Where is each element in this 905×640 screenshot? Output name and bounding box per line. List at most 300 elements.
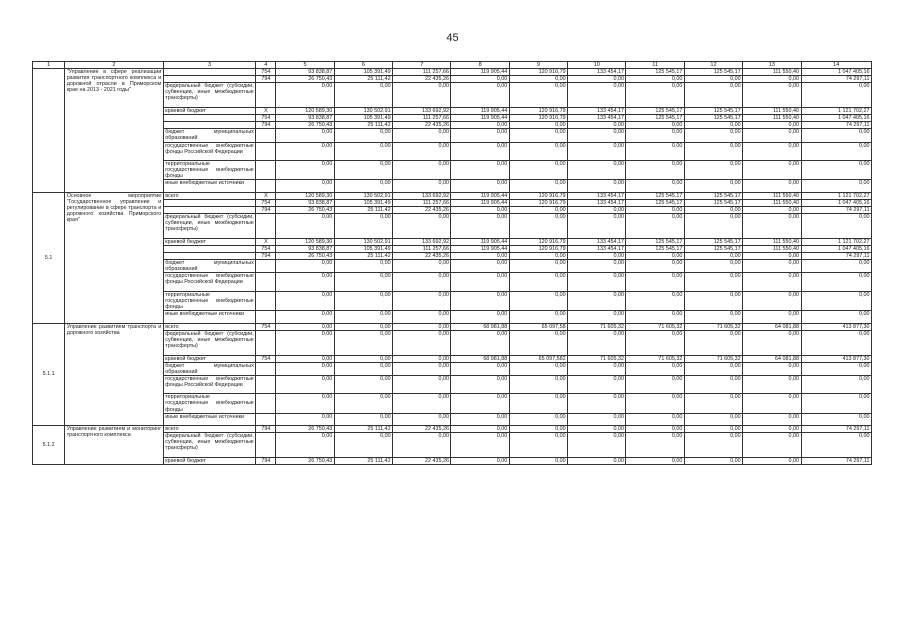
amount-cell: 133 454,17 xyxy=(568,108,626,115)
amount-cell: 22 435,26 xyxy=(393,426,451,433)
amount-cell: 111 257,66 xyxy=(393,69,451,76)
amount-cell: 0,00 xyxy=(743,273,801,292)
amount-cell: 0,00 xyxy=(743,426,801,433)
amount-cell: 93 838,87 xyxy=(276,245,334,252)
amount-cell: 93 838,87 xyxy=(276,69,334,76)
amount-cell: 22 435,26 xyxy=(393,122,451,129)
funding-source-cell: федеральный бюджет (субсидии, субвенции, иные межбюджетные трансферты) xyxy=(163,83,256,108)
amount-cell: 0,00 xyxy=(509,260,567,273)
code-cell xyxy=(256,433,276,458)
amount-cell: 25 111,42 xyxy=(334,253,392,260)
amount-cell: 26 750,43 xyxy=(276,207,334,214)
amount-cell: 1 121 702,27 xyxy=(801,108,871,115)
amount-cell: 111 257,66 xyxy=(393,245,451,252)
header-cell: 4 xyxy=(256,62,276,69)
funding-source-cell xyxy=(163,122,256,129)
amount-cell: 0,00 xyxy=(626,330,684,355)
amount-cell: 74 297,11 xyxy=(801,426,871,433)
funding-source-cell: территориальные государственные внебюджетные фонды xyxy=(165,161,254,180)
amount-cell: 119 905,44 xyxy=(451,238,509,245)
amount-cell: 0,00 xyxy=(334,355,392,362)
amount-cell: 413 877,30 xyxy=(801,323,871,330)
amount-cell: 0,00 xyxy=(743,142,801,161)
amount-cell: 0,00 xyxy=(568,375,626,394)
amount-cell: 0,00 xyxy=(334,260,392,273)
amount-cell: 0,00 xyxy=(276,311,334,323)
amount-cell: 0,00 xyxy=(626,457,684,464)
amount-cell: 0,00 xyxy=(626,273,684,292)
amount-cell: 0,00 xyxy=(276,214,334,239)
amount-cell: 0,00 xyxy=(568,311,626,323)
amount-cell: 0,00 xyxy=(393,214,451,239)
amount-cell: 0,00 xyxy=(451,129,509,142)
amount-cell: 125 545,17 xyxy=(684,245,742,252)
code-cell: 794 xyxy=(256,457,276,464)
amount-cell: 0,00 xyxy=(451,330,509,355)
amount-cell: 125 545,17 xyxy=(626,69,684,76)
amount-cell: 0,00 xyxy=(276,413,334,425)
amount-cell: 0,00 xyxy=(568,76,626,83)
amount-cell: 0,00 xyxy=(334,394,392,413)
amount-cell: 22 435,26 xyxy=(393,207,451,214)
code-cell xyxy=(256,394,276,413)
amount-cell: 0,00 xyxy=(801,394,871,413)
amount-cell: 0,00 xyxy=(276,291,334,310)
amount-cell: 125 545,17 xyxy=(626,108,684,115)
amount-cell: 0,00 xyxy=(568,122,626,129)
amount-cell: 0,00 xyxy=(334,323,392,330)
amount-cell: 0,00 xyxy=(568,83,626,108)
amount-cell: 0,00 xyxy=(509,207,567,214)
amount-cell: 0,00 xyxy=(743,362,801,375)
amount-cell: 0,00 xyxy=(334,330,392,355)
funding-source-cell xyxy=(163,245,256,252)
amount-cell: 0,00 xyxy=(451,161,509,180)
amount-cell: 0,00 xyxy=(393,433,451,458)
amount-cell: 0,00 xyxy=(743,129,801,142)
amount-cell: 0,00 xyxy=(509,122,567,129)
amount-cell: 0,00 xyxy=(568,433,626,458)
amount-cell: 0,00 xyxy=(393,394,451,413)
amount-cell: 74 297,11 xyxy=(801,457,871,464)
amount-cell: 0,00 xyxy=(684,273,742,292)
amount-cell: 0,00 xyxy=(801,273,871,292)
amount-cell: 74 297,11 xyxy=(801,253,871,260)
amount-cell: 120 916,79 xyxy=(509,115,567,122)
header-cell: 1 xyxy=(33,62,65,69)
amount-cell: 0,00 xyxy=(684,311,742,323)
amount-cell: 0,00 xyxy=(568,413,626,425)
amount-cell: 111 550,40 xyxy=(743,238,801,245)
amount-cell: 0,00 xyxy=(801,433,871,458)
amount-cell: 0,00 xyxy=(743,311,801,323)
amount-cell: 0,00 xyxy=(626,161,684,180)
amount-cell: 0,00 xyxy=(451,433,509,458)
amount-cell: 0,00 xyxy=(684,394,742,413)
amount-cell: 0,00 xyxy=(626,207,684,214)
header-cell: 6 xyxy=(334,62,392,69)
table-row xyxy=(33,426,872,433)
amount-cell: 0,00 xyxy=(509,161,567,180)
amount-cell: 0,00 xyxy=(276,273,334,292)
amount-cell: 0,00 xyxy=(626,214,684,239)
amount-cell: 0,00 xyxy=(626,129,684,142)
amount-cell: 0,00 xyxy=(393,362,451,375)
header-cell: 5 xyxy=(276,62,334,69)
amount-cell: 133 454,17 xyxy=(568,192,626,199)
amount-cell: 0,00 xyxy=(393,180,451,192)
amount-cell: 0,00 xyxy=(568,161,626,180)
amount-cell: 25 111,42 xyxy=(334,122,392,129)
amount-cell: 119 905,44 xyxy=(451,108,509,115)
amount-cell: 0,00 xyxy=(276,129,334,142)
table-row xyxy=(33,69,872,76)
amount-cell: 0,00 xyxy=(509,129,567,142)
amount-cell: 1 047 405,16 xyxy=(801,115,871,122)
amount-cell: 0,00 xyxy=(451,426,509,433)
amount-cell: 111 550,40 xyxy=(743,69,801,76)
amount-cell: 0,00 xyxy=(568,207,626,214)
funding-source-cell xyxy=(163,69,256,76)
amount-cell: 93 838,87 xyxy=(276,199,334,206)
amount-cell: 25 111,42 xyxy=(334,457,392,464)
amount-cell: 93 838,87 xyxy=(276,115,334,122)
amount-cell: 0,00 xyxy=(393,142,451,161)
amount-cell: 0,00 xyxy=(509,273,567,292)
amount-cell: 0,00 xyxy=(509,375,567,394)
code-cell xyxy=(256,311,276,323)
amount-cell: 0,00 xyxy=(743,330,801,355)
funding-source-cell: государственные внебюджетные фонды Российской Федерации xyxy=(163,273,256,292)
amount-cell: 0,00 xyxy=(451,207,509,214)
amount-cell: 71 605,32 xyxy=(568,323,626,330)
amount-cell: 130 502,91 xyxy=(334,192,392,199)
amount-cell: 0,00 xyxy=(626,311,684,323)
amount-cell: 0,00 xyxy=(743,375,801,394)
amount-cell: 0,00 xyxy=(276,375,334,394)
amount-cell: 0,00 xyxy=(684,413,742,425)
amount-cell: 125 545,17 xyxy=(626,115,684,122)
amount-cell: 133 454,17 xyxy=(568,69,626,76)
amount-cell: 65 097,58 xyxy=(509,323,567,330)
item-name-cell: Управление развитием и мониторинг транспортного комплекса xyxy=(65,426,164,465)
amount-cell: 0,00 xyxy=(568,273,626,292)
amount-cell: 0,00 xyxy=(743,413,801,425)
amount-cell: 0,00 xyxy=(509,394,567,413)
amount-cell: 0,00 xyxy=(451,142,509,161)
funding-source-cell: краевой бюджет xyxy=(163,238,256,245)
amount-cell: 0,00 xyxy=(684,362,742,375)
funding-source-cell xyxy=(163,207,256,214)
amount-cell: 133 454,17 xyxy=(568,199,626,206)
amount-cell: 74 297,11 xyxy=(801,76,871,83)
amount-cell: 120 916,79 xyxy=(509,192,567,199)
code-cell: 794 xyxy=(256,122,276,129)
amount-cell: 0,00 xyxy=(684,253,742,260)
amount-cell: 120 916,79 xyxy=(509,69,567,76)
code-cell xyxy=(256,291,276,310)
amount-cell: 0,00 xyxy=(509,214,567,239)
amount-cell: 0,00 xyxy=(801,214,871,239)
amount-cell: 0,00 xyxy=(684,426,742,433)
amount-cell: 0,00 xyxy=(276,323,334,330)
amount-cell: 0,00 xyxy=(626,426,684,433)
code-cell: 794 xyxy=(256,207,276,214)
amount-cell: 26 750,43 xyxy=(276,253,334,260)
amount-cell: 0,00 xyxy=(276,433,334,458)
amount-cell: 0,00 xyxy=(801,330,871,355)
amount-cell: 111 257,66 xyxy=(393,199,451,206)
amount-cell: 0,00 xyxy=(801,129,871,142)
funding-source-cell: территориальные государственные внебюджетные фонды xyxy=(165,394,254,413)
amount-cell: 133 692,92 xyxy=(393,238,451,245)
amount-cell: 0,00 xyxy=(626,291,684,310)
funding-source-cell: краевой бюджет xyxy=(163,457,256,464)
funding-source-cell xyxy=(163,76,256,83)
funding-source-cell: всего xyxy=(163,426,256,433)
amount-cell: 125 545,17 xyxy=(626,199,684,206)
amount-cell: 1 121 702,27 xyxy=(801,238,871,245)
amount-cell: 68 981,88 xyxy=(451,355,509,362)
amount-cell: 125 545,17 xyxy=(684,108,742,115)
amount-cell: 0,00 xyxy=(743,291,801,310)
funding-source-cell: всего xyxy=(163,323,256,330)
amount-cell: 105 391,49 xyxy=(334,115,392,122)
amount-cell: 26 750,43 xyxy=(276,426,334,433)
code-cell xyxy=(256,129,276,142)
amount-cell: 125 545,17 xyxy=(684,115,742,122)
amount-cell: 130 502,91 xyxy=(334,108,392,115)
amount-cell: 0,00 xyxy=(684,433,742,458)
code-cell xyxy=(256,413,276,425)
code-cell: 794 xyxy=(256,253,276,260)
table-body xyxy=(33,62,872,465)
amount-cell: 0,00 xyxy=(393,161,451,180)
header-cell: 8 xyxy=(451,62,509,69)
amount-cell: 65 097,582 xyxy=(509,355,567,362)
amount-cell: 0,00 xyxy=(509,83,567,108)
amount-cell: 119 905,44 xyxy=(451,245,509,252)
amount-cell: 0,00 xyxy=(451,83,509,108)
amount-cell: 0,00 xyxy=(334,375,392,394)
amount-cell: 0,00 xyxy=(509,311,567,323)
amount-cell: 26 750,43 xyxy=(276,76,334,83)
amount-cell: 0,00 xyxy=(334,161,392,180)
amount-cell: 0,00 xyxy=(451,311,509,323)
code-cell xyxy=(256,83,276,108)
amount-cell: 105 391,49 xyxy=(334,245,392,252)
amount-cell: 413 877,30 xyxy=(801,355,871,362)
amount-cell: 125 545,17 xyxy=(684,238,742,245)
amount-cell: 0,00 xyxy=(684,129,742,142)
amount-cell: 22 435,26 xyxy=(393,457,451,464)
amount-cell: 0,00 xyxy=(684,330,742,355)
amount-cell: 0,00 xyxy=(509,330,567,355)
amount-cell: 0,00 xyxy=(451,214,509,239)
amount-cell: 26 750,43 xyxy=(276,122,334,129)
code-cell xyxy=(256,273,276,292)
amount-cell: 25 111,42 xyxy=(334,207,392,214)
amount-cell: 0,00 xyxy=(743,76,801,83)
amount-cell: 0,00 xyxy=(568,291,626,310)
amount-cell: 0,00 xyxy=(568,253,626,260)
funding-source-cell: государственные внебюджетные фонды Российской Федерации xyxy=(163,375,256,394)
amount-cell: 22 435,26 xyxy=(393,253,451,260)
page-number: 45 xyxy=(446,32,459,44)
code-cell xyxy=(256,362,276,375)
amount-cell: 0,00 xyxy=(684,122,742,129)
amount-cell: 125 545,17 xyxy=(626,238,684,245)
amount-cell: 125 545,17 xyxy=(684,69,742,76)
code-cell: X xyxy=(256,108,276,115)
amount-cell: 0,00 xyxy=(334,291,392,310)
amount-cell: 133 692,92 xyxy=(393,192,451,199)
code-cell: 754 xyxy=(256,199,276,206)
amount-cell: 0,00 xyxy=(568,129,626,142)
funding-source-cell: иные внебюджетные источники xyxy=(163,413,256,425)
amount-cell: 0,00 xyxy=(334,129,392,142)
amount-cell: 74 297,11 xyxy=(801,207,871,214)
code-cell xyxy=(256,375,276,394)
amount-cell: 0,00 xyxy=(509,457,567,464)
amount-cell: 0,00 xyxy=(801,311,871,323)
funding-source-cell: федеральный бюджет (субсидии, субвенции, иные межбюджетные трансферты) xyxy=(163,214,256,239)
amount-cell: 0,00 xyxy=(684,83,742,108)
amount-cell: 25 111,42 xyxy=(334,76,392,83)
amount-cell: 0,00 xyxy=(684,142,742,161)
amount-cell: 0,00 xyxy=(684,180,742,192)
amount-cell: 1 047 405,16 xyxy=(801,199,871,206)
amount-cell: 0,00 xyxy=(393,413,451,425)
funding-source-cell: государственные внебюджетные фонды Российской Федерации xyxy=(163,142,256,161)
amount-cell: 0,00 xyxy=(334,273,392,292)
amount-cell: 0,00 xyxy=(451,457,509,464)
amount-cell: 0,00 xyxy=(393,83,451,108)
amount-cell: 0,00 xyxy=(393,260,451,273)
amount-cell: 64 081,88 xyxy=(743,323,801,330)
amount-cell: 0,00 xyxy=(276,260,334,273)
amount-cell: 119 905,44 xyxy=(451,115,509,122)
amount-cell: 0,00 xyxy=(509,76,567,83)
amount-cell: 0,00 xyxy=(801,260,871,273)
amount-cell: 0,00 xyxy=(451,253,509,260)
amount-cell: 0,00 xyxy=(276,180,334,192)
amount-cell: 0,00 xyxy=(743,214,801,239)
amount-cell: 0,00 xyxy=(743,260,801,273)
amount-cell: 0,00 xyxy=(451,260,509,273)
amount-cell: 0,00 xyxy=(393,273,451,292)
amount-cell: 111 550,40 xyxy=(743,108,801,115)
amount-cell: 0,00 xyxy=(568,260,626,273)
table-row xyxy=(33,323,872,330)
amount-cell: 0,00 xyxy=(276,161,334,180)
amount-cell: 26 750,43 xyxy=(276,457,334,464)
amount-cell: 0,00 xyxy=(801,413,871,425)
amount-cell: 111 550,40 xyxy=(743,115,801,122)
amount-cell: 0,00 xyxy=(743,433,801,458)
amount-cell: 1 047 405,16 xyxy=(801,245,871,252)
header-cell: 7 xyxy=(393,62,451,69)
amount-cell: 0,00 xyxy=(684,260,742,273)
amount-cell: 64 081,88 xyxy=(743,355,801,362)
item-name-cell: "Управление в сфере реализации развития транспортного комплекса и дорожной отрасли в Приморском крае на 2013 - 2021 годы" xyxy=(65,69,164,193)
amount-cell: 0,00 xyxy=(334,142,392,161)
amount-cell: 0,00 xyxy=(509,413,567,425)
code-cell xyxy=(256,214,276,239)
amount-cell: 0,00 xyxy=(743,83,801,108)
amount-cell: 105 391,49 xyxy=(334,69,392,76)
amount-cell: 0,00 xyxy=(334,433,392,458)
amount-cell: 0,00 xyxy=(568,426,626,433)
amount-cell: 0,00 xyxy=(393,323,451,330)
amount-cell: 0,00 xyxy=(626,142,684,161)
amount-cell: 0,00 xyxy=(393,355,451,362)
code-cell xyxy=(256,161,276,180)
amount-cell: 120 589,30 xyxy=(276,238,334,245)
amount-cell: 22 435,26 xyxy=(393,76,451,83)
amount-cell: 125 545,17 xyxy=(626,245,684,252)
amount-cell: 0,00 xyxy=(509,426,567,433)
amount-cell: 0,00 xyxy=(451,76,509,83)
code-cell: 754 xyxy=(256,115,276,122)
code-cell: 754 xyxy=(256,69,276,76)
amount-cell: 111 550,40 xyxy=(743,192,801,199)
amount-cell: 0,00 xyxy=(684,207,742,214)
amount-cell: 111 550,40 xyxy=(743,245,801,252)
header-cell: 14 xyxy=(801,62,871,69)
funding-source-cell: всего xyxy=(163,192,256,199)
amount-cell: 0,00 xyxy=(276,83,334,108)
table-row xyxy=(33,192,872,199)
amount-cell: 119 905,44 xyxy=(451,69,509,76)
amount-cell: 0,00 xyxy=(626,180,684,192)
amount-cell: 0,00 xyxy=(568,330,626,355)
header-cell: 2 xyxy=(65,62,164,69)
amount-cell: 120 589,30 xyxy=(276,108,334,115)
amount-cell: 0,00 xyxy=(684,214,742,239)
amount-cell: 0,00 xyxy=(451,291,509,310)
amount-cell: 0,00 xyxy=(626,375,684,394)
item-name-cell: Основное мероприятие "Государственное управление и регулирование в сфере транспорта и дорожного хозяйства Приморского края" xyxy=(65,192,164,323)
code-cell: X xyxy=(256,238,276,245)
amount-cell: 0,00 xyxy=(626,122,684,129)
amount-cell: 0,00 xyxy=(334,180,392,192)
header-cell: 12 xyxy=(684,62,742,69)
funding-source-cell: федеральный бюджет (субсидии, субвенции, иные межбюджетные трансферты) xyxy=(163,330,256,355)
amount-cell: 0,00 xyxy=(626,394,684,413)
funding-source-cell: бюджет муниципальных образований xyxy=(165,129,254,142)
amount-cell: 71 605,32 xyxy=(626,323,684,330)
amount-cell: 71 605,32 xyxy=(626,355,684,362)
item-number-cell: 5.1.2 xyxy=(33,426,65,465)
amount-cell: 0,00 xyxy=(568,214,626,239)
amount-cell: 0,00 xyxy=(276,142,334,161)
funding-source-cell: федеральный бюджет (субсидии, субвенции, иные межбюджетные трансферты) xyxy=(163,433,256,458)
code-cell xyxy=(256,330,276,355)
amount-cell: 0,00 xyxy=(801,180,871,192)
amount-cell: 0,00 xyxy=(276,330,334,355)
amount-cell: 130 502,91 xyxy=(334,238,392,245)
amount-cell: 0,00 xyxy=(801,291,871,310)
amount-cell: 0,00 xyxy=(451,394,509,413)
item-number-cell: 5.1 xyxy=(33,192,65,323)
funding-source-cell: краевой бюджет xyxy=(163,108,256,115)
funding-source-cell: территориальные государственные внебюджетные фонды xyxy=(165,291,254,311)
header-cell: 13 xyxy=(743,62,801,69)
amount-cell: 0,00 xyxy=(743,207,801,214)
amount-cell: 0,00 xyxy=(684,457,742,464)
amount-cell: 0,00 xyxy=(334,413,392,425)
